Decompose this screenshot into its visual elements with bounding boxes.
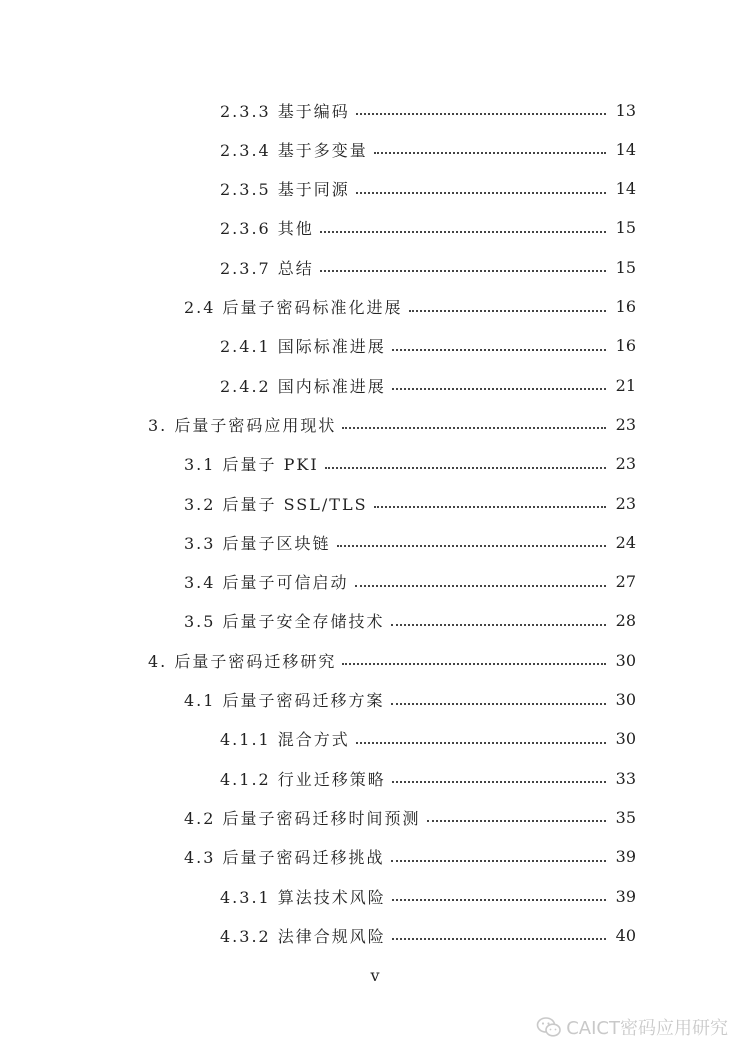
wechat-icon <box>536 1016 562 1038</box>
toc-dot-leader <box>392 899 606 901</box>
toc-entry-page: 30 <box>615 650 636 670</box>
toc-entry[interactable] <box>184 608 636 634</box>
toc-entry-page: 27 <box>615 572 636 592</box>
toc-entry[interactable] <box>220 765 636 791</box>
toc-entry[interactable] <box>220 215 636 241</box>
toc-entry[interactable] <box>220 333 636 359</box>
toc-entry[interactable] <box>220 136 636 162</box>
toc-dot-leader <box>355 585 606 587</box>
toc-entry-page: 23 <box>615 493 636 513</box>
toc-entry-page: 13 <box>615 100 636 120</box>
toc-entry-title: 4.1.1 混合方式 <box>220 730 350 750</box>
toc-entry[interactable] <box>184 687 636 713</box>
toc-dot-leader <box>374 506 606 508</box>
toc-dot-leader <box>392 349 606 351</box>
toc-entry[interactable] <box>220 176 636 202</box>
toc-dot-leader <box>356 113 606 115</box>
toc-entry-title: 2.3.4 基于多变量 <box>220 140 368 160</box>
toc-entry-title: 4.3 后量子密码迁移挑战 <box>184 848 385 868</box>
toc-entry[interactable] <box>184 490 636 516</box>
page-number: v <box>370 966 380 985</box>
toc-dot-leader <box>409 310 606 312</box>
watermark <box>536 1014 728 1040</box>
toc-entry-title: 3.5 后量子安全存储技术 <box>184 612 385 632</box>
toc-entry-title: 3.2 后量子 SSL/TLS <box>184 494 368 514</box>
toc-dot-leader <box>391 624 606 626</box>
toc-dot-leader <box>342 663 606 665</box>
toc-entry-title: 2.4 后量子密码标准化进展 <box>184 298 403 317</box>
toc-entry-title: 2.3.3 基于编码 <box>220 101 350 121</box>
toc-entry[interactable] <box>184 529 636 555</box>
toc-dot-leader <box>427 820 606 822</box>
toc-entry-page: 30 <box>615 690 636 709</box>
toc-entry[interactable] <box>148 647 636 673</box>
toc-entry[interactable] <box>184 804 636 830</box>
toc-entry[interactable] <box>184 294 636 320</box>
toc-entry-page: 14 <box>615 139 636 159</box>
toc-entry-title: 3.1 后量子 PKI <box>184 455 319 475</box>
toc-entry[interactable] <box>220 922 636 948</box>
toc-entry-page: 23 <box>615 454 636 474</box>
toc-entry-page: 23 <box>615 414 636 434</box>
toc-entry-title: 3.3 后量子区块链 <box>184 533 331 553</box>
toc-entry-title: 2.3.7 总结 <box>220 258 314 278</box>
toc-dot-leader <box>342 427 606 429</box>
toc-entry-page: 35 <box>615 807 636 827</box>
toc-entry-title: 3.4 后量子可信启动 <box>184 573 349 593</box>
toc-dot-leader <box>356 742 606 744</box>
toc-entry-page: 30 <box>615 729 636 749</box>
toc-entry-page: 15 <box>615 218 636 238</box>
toc-dot-leader <box>391 703 606 705</box>
toc-dot-leader <box>356 192 606 194</box>
toc-entry[interactable] <box>220 97 636 123</box>
toc-entry[interactable] <box>220 372 636 398</box>
toc-entry-page: 16 <box>615 297 636 316</box>
toc-entry-page: 24 <box>615 532 636 552</box>
toc-entry-title: 4. 后量子密码迁移研究 <box>148 651 337 671</box>
toc-entry-title: 2.4.1 国际标准进展 <box>220 337 386 357</box>
toc-entry-page: 15 <box>615 257 636 277</box>
toc-entry[interactable] <box>184 569 636 595</box>
toc-dot-leader <box>320 270 606 272</box>
toc-entry-page: 14 <box>615 179 636 199</box>
toc-entry-title: 2.3.5 基于同源 <box>220 180 350 200</box>
toc-entry[interactable] <box>184 451 636 477</box>
toc-entry-title: 4.3.1 算法技术风险 <box>220 887 386 907</box>
toc-entry[interactable] <box>220 883 636 909</box>
toc-entry-title: 4.1.2 行业迁移策略 <box>220 769 386 789</box>
toc-entry[interactable] <box>220 726 636 752</box>
toc-entry-title: 4.2 后量子密码迁移时间预测 <box>184 808 421 828</box>
toc-entry-title: 2.3.6 其他 <box>220 219 314 239</box>
toc-entry-title: 4.1 后量子密码迁移方案 <box>184 691 385 710</box>
toc-dot-leader <box>320 231 606 233</box>
toc-entry-page: 39 <box>615 886 636 906</box>
toc-entry-page: 21 <box>615 375 636 395</box>
toc-entry[interactable] <box>184 844 636 870</box>
toc-dot-leader <box>391 860 606 862</box>
toc-entry-page: 33 <box>615 768 636 788</box>
toc-entry-title: 3. 后量子密码应用现状 <box>148 415 337 435</box>
watermark-text: CAICT密码应用研究 <box>566 1018 728 1039</box>
toc-dot-leader <box>325 467 606 469</box>
toc-dot-leader <box>374 152 606 154</box>
toc-dot-leader <box>392 388 606 390</box>
toc-entry-page: 39 <box>615 847 636 867</box>
toc-entry[interactable] <box>220 254 636 280</box>
toc-dot-leader <box>392 938 606 940</box>
toc-entry[interactable] <box>148 411 636 437</box>
toc-entry-page: 40 <box>615 925 636 945</box>
toc-dot-leader <box>392 781 606 783</box>
toc-dot-leader <box>337 545 606 547</box>
toc-entry-page: 16 <box>615 336 636 356</box>
toc-entry-title: 4.3.2 法律合规风险 <box>220 926 386 946</box>
toc-entry-title: 2.4.2 国内标准进展 <box>220 376 386 396</box>
toc-entry-page: 28 <box>615 611 636 631</box>
